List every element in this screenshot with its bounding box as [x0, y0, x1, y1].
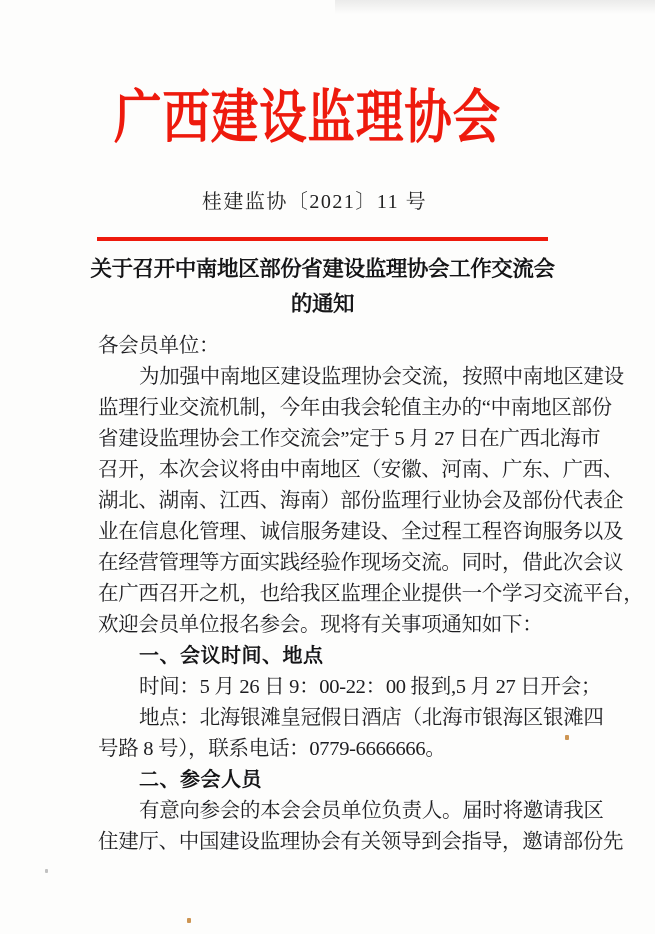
- notice-body: [98, 331, 644, 858]
- meeting-place-line: 地点：北海银滩皇冠假日酒店（北海市银海区银滩四: [139, 707, 604, 729]
- scan-speck: [187, 918, 191, 923]
- notice-title: [0, 252, 650, 322]
- section-heading-meeting-time-place: 一、会议时间、地点: [139, 645, 324, 667]
- body-line: 业在信息化管理、诚信服务建设、全过程工程咨询服务以及: [98, 521, 624, 543]
- scan-speck: [45, 869, 48, 873]
- scan-speck: [565, 735, 569, 740]
- meeting-place-line: 号路 8 号），联系电话：0779-6666666。: [98, 738, 446, 760]
- meeting-time-line: 时间：5 月 26 日 9：00-22：00 报到,5 月 27 日开会；: [139, 676, 602, 698]
- section-heading-participants: 二、参会人员: [139, 769, 262, 791]
- body-line: 召开，本次会议将由中南地区（安徽、河南、广东、广西、: [98, 459, 624, 481]
- salutation: 各会员单位：: [98, 335, 220, 357]
- body-line: 有意向参会的本会会员单位负责人。届时将邀请我区: [139, 800, 604, 822]
- body-line: 监理行业交流机制，今年由我会轮值主办的“中南地区部份: [98, 397, 612, 419]
- body-line: 在广西召开之机，也给我区监理企业提供一个学习交流平台，: [98, 583, 644, 605]
- notice-title-line2: 的通知: [290, 292, 355, 316]
- body-line: 为加强中南地区建设监理协会交流，按照中南地区建设: [139, 366, 624, 388]
- body-line: 在经营管理等方面实践经验作现场交流。同时，借此次会议: [98, 552, 624, 574]
- body-line: 住建厅、中国建设监理协会有关领导到会指导，邀请部份先: [98, 831, 624, 853]
- notice-title-line1: 关于召开中南地区部份省建设监理协会工作交流会: [90, 257, 555, 281]
- document-number: 桂建监协〔2021〕11 号: [201, 191, 428, 213]
- scan-edge-shading: [335, 0, 655, 14]
- body-line: 省建设监理协会工作交流会”定于 5 月 27 日在广西北海市: [98, 428, 601, 450]
- body-line: 欢迎会员单位报名参会。现将有关事项通知如下：: [98, 614, 543, 636]
- body-line: 湖北、湖南、江西、海南）部份监理行业协会及部份代表企: [98, 490, 624, 512]
- red-separator-line: [97, 237, 548, 241]
- org-red-letterhead: 广西建设监理协会: [113, 85, 502, 150]
